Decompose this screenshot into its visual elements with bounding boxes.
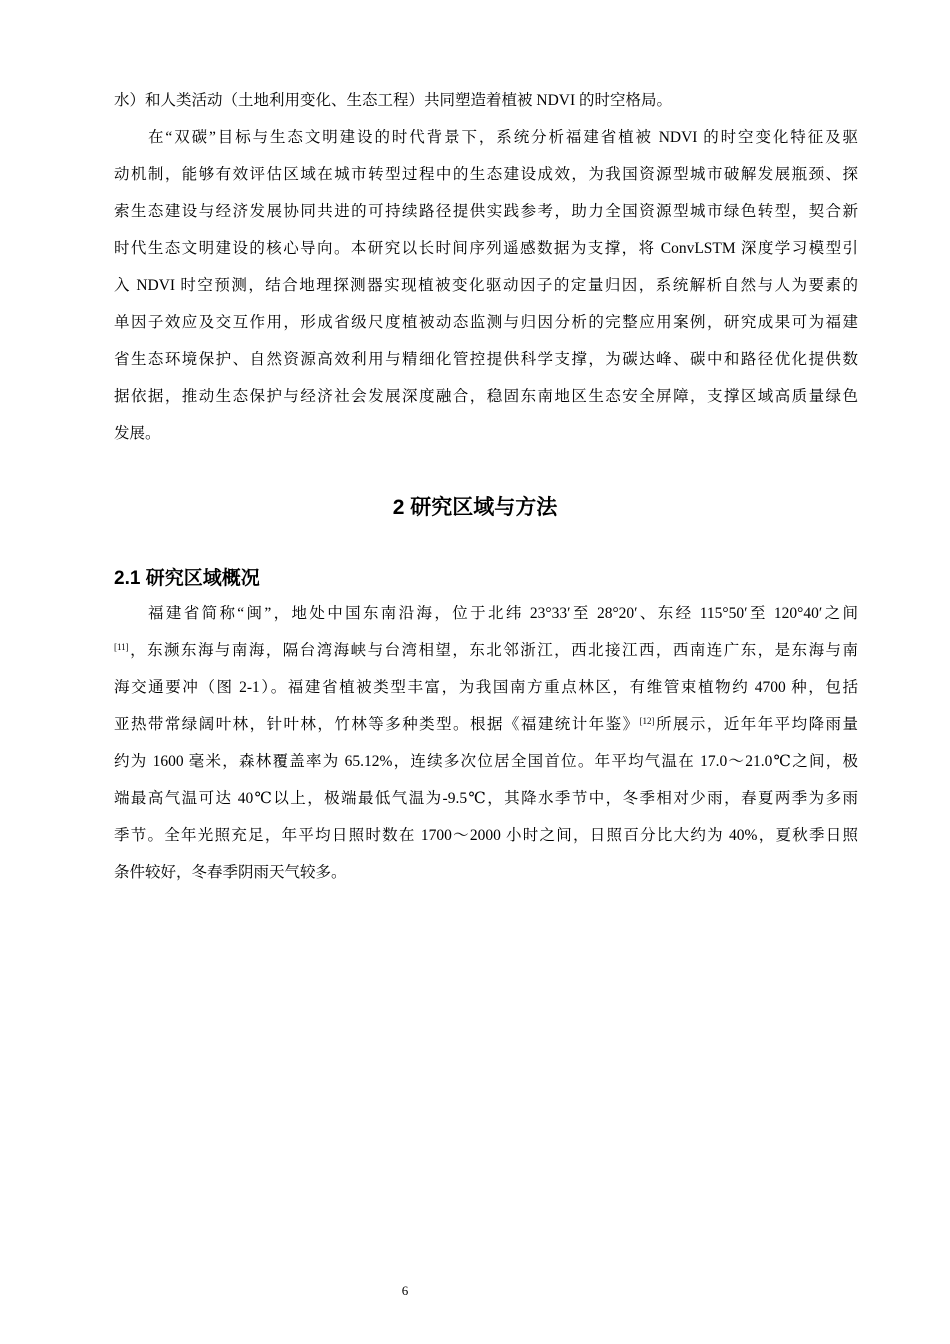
paragraph-3-line-8: 条件较好，冬春季阴雨天气较多。 — [114, 864, 347, 881]
paragraph-2-line-4: 时代生态文明建设的核心导向。本研究以长时间序列遥感数据为支撑，将 ConvLSTM 深度学习模型引 — [114, 240, 858, 257]
paragraph-3-line-6: 端最高气温可达 40℃以上，极端最低气温为-9.5℃，其降水季节中，冬季相对少雨，春夏两季为多雨 — [114, 790, 858, 807]
paragraph-3-line-2 — [114, 641, 858, 661]
paragraph-3-line-4 — [114, 715, 858, 735]
paragraph-3-line-4-before: 亚热带常绿阔叶林，针叶林，竹林等多种类型。根据《福建统计年鉴》 — [114, 716, 640, 733]
paragraph-3-line-2-text: ，东濒东海与南海，隔台湾海峡与台湾相望，东北邻浙江，西北接江西，西南连广东，是东海与南 — [128, 642, 858, 659]
paragraph-2-line-3: 索生态建设与经济发展协同共进的可持续路径提供实践参考，助力全国资源型城市绿色转型，契合新 — [114, 203, 858, 220]
paragraph-2-line-7: 省生态环境保护、自然资源高效利用与精细化管控提供科学支撑，为碳达峰、碳中和路径优化提供数 — [114, 351, 858, 368]
paragraph-3-line-3: 海交通要冲（图 2-1）。福建省植被类型丰富，为我国南方重点林区，有维管束植物约 4700 种，包括 — [114, 679, 858, 696]
paragraph-3-line-1: 福建省简称“闽”，地处中国东南沿海，位于北纬 23°33′至 28°20′、东经 115°50′至 120°40′之间 — [148, 605, 858, 622]
paragraph-2-line-1: 在“双碳”目标与生态文明建设的时代背景下，系统分析福建省植被 NDVI 的时空变化特征及驱 — [148, 129, 858, 146]
subsection-heading: 2.1 研究区域概况 — [114, 568, 260, 589]
citation-ref-12: [12] — [639, 716, 655, 726]
paragraph-2-line-6: 单因子效应及交互作用，形成省级尺度植被动态监测与归因分析的完整应用案例，研究成果可为福建 — [114, 314, 858, 331]
paragraph-3-line-5: 约为 1600 毫米，森林覆盖率为 65.12%，连续多次位居全国首位。年平均气温在 17.0～21.0℃之间，极 — [114, 753, 858, 770]
paragraph-1-line-1: 水）和人类活动（土地利用变化、生态工程）共同塑造着植被 NDVI 的时空格局。 — [114, 92, 672, 109]
paragraph-2-line-2: 动机制，能够有效评估区域在城市转型过程中的生态建设成效，为我国资源型城市破解发展瓶颈、探 — [114, 166, 858, 183]
section-heading: 2 研究区域与方法 — [392, 496, 558, 519]
paragraph-3-line-4-after: 所展示，近年年平均降雨量 — [654, 716, 858, 733]
paragraph-2-line-8: 据依据，推动生态保护与经济社会发展深度融合，稳固东南地区生态安全屏障，支撑区域高质量绿色 — [114, 388, 858, 405]
page-number: 6 — [401, 1283, 409, 1298]
paragraph-2-line-5: 入 NDVI 时空预测，结合地理探测器实现植被变化驱动因子的定量归因，系统解析自然与人为要素的 — [114, 277, 858, 294]
citation-ref-11: [11] — [114, 642, 129, 652]
paragraph-3-line-7: 季节。全年光照充足，年平均日照时数在 1700～2000 小时之间，日照百分比大约为 40%，夏秋季日照 — [114, 827, 858, 844]
paragraph-2-line-9: 发展。 — [114, 425, 161, 442]
